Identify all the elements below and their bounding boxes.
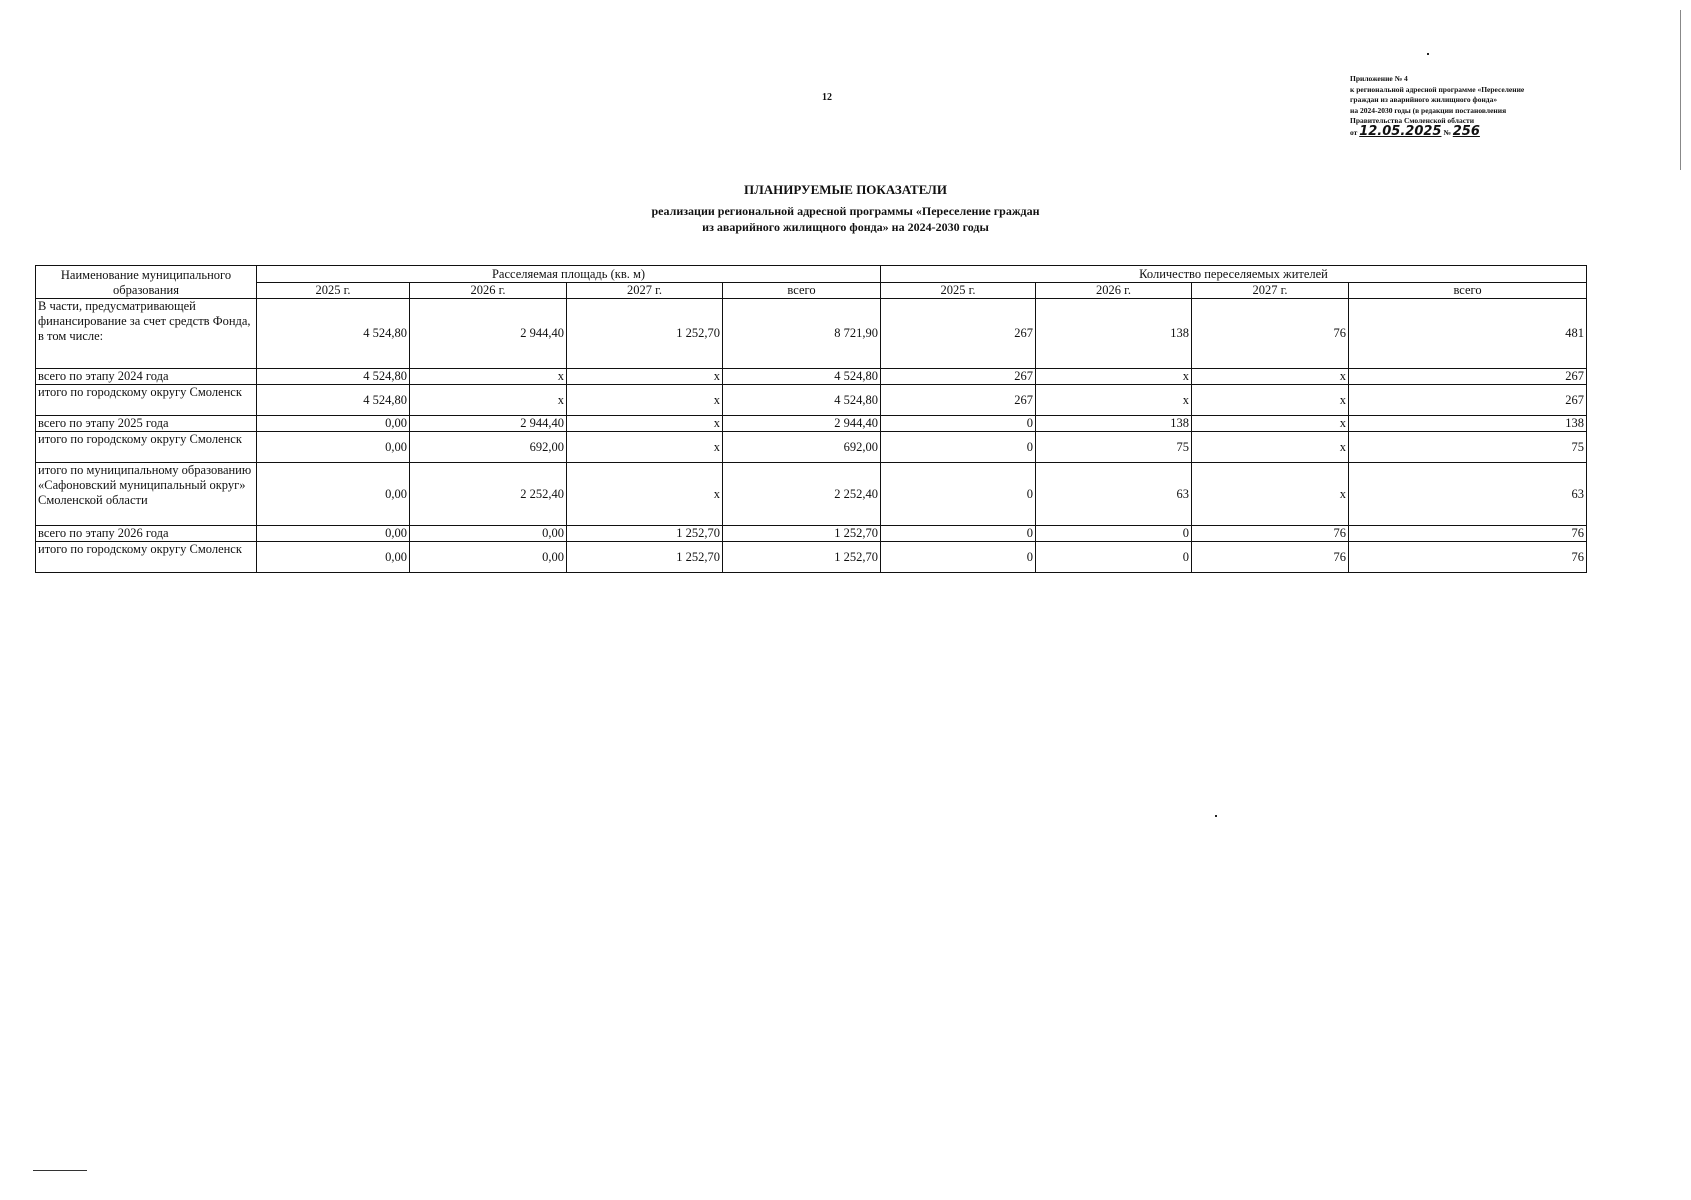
row-name: всего по этапу 2025 года: [36, 416, 257, 432]
value-cell: 267: [1349, 369, 1587, 385]
value-cell: 4 524,80: [723, 385, 881, 416]
document-subtitle-1: реализации региональной адресной программы «Переселение граждан: [651, 204, 1040, 218]
table-row: [36, 542, 1587, 573]
value-cell: 76: [1349, 526, 1587, 542]
value-cell: 2 944,40: [410, 299, 567, 369]
value-cell: 4 524,80: [257, 385, 410, 416]
value-cell: 0: [1036, 542, 1192, 573]
value-cell: 2 944,40: [723, 416, 881, 432]
value-cell: 75: [1036, 432, 1192, 463]
appendix-line-3: граждан из аварийного жилищного фонда»: [1350, 95, 1498, 104]
row-name: всего по этапу 2026 года: [36, 526, 257, 542]
value-cell: x: [1192, 385, 1349, 416]
value-cell: 0: [881, 463, 1036, 526]
indicators-table: [35, 265, 1587, 573]
value-cell: x: [1036, 369, 1192, 385]
value-cell: 4 524,80: [723, 369, 881, 385]
subheader-cell: 2026 г.: [1036, 283, 1192, 299]
value-cell: x: [567, 432, 723, 463]
value-cell: 1 252,70: [567, 542, 723, 573]
table-row: [36, 369, 1587, 385]
subheader-cell: всего: [1349, 283, 1587, 299]
appendix-line-2: к региональной адресной программе «Переселение: [1350, 84, 1525, 94]
value-cell: 0,00: [257, 463, 410, 526]
value-cell: 76: [1349, 542, 1587, 573]
value-cell: 0,00: [410, 526, 567, 542]
value-cell: 0: [881, 542, 1036, 573]
value-cell: 75: [1349, 432, 1587, 463]
value-cell: 2 252,40: [410, 463, 567, 526]
row-name: всего по этапу 2024 года: [36, 369, 257, 385]
subheader-cell: 2026 г.: [410, 283, 567, 299]
appendix-line-1: Приложение № 4: [1350, 74, 1408, 83]
table-row: [36, 463, 1587, 526]
row-name: В части, предусматривающей финансирование за счет средств Фонда, в том числе:: [36, 299, 257, 369]
value-cell: x: [410, 385, 567, 416]
value-cell: 138: [1036, 416, 1192, 432]
value-cell: 0: [1036, 526, 1192, 542]
value-cell: 1 252,70: [723, 542, 881, 573]
subheader-cell: 2027 г.: [1192, 283, 1349, 299]
table-row: [36, 432, 1587, 463]
value-cell: 1 252,70: [567, 526, 723, 542]
footnote-rule: [33, 1170, 87, 1171]
value-cell: x: [1036, 385, 1192, 416]
value-cell: 138: [1349, 416, 1587, 432]
value-cell: 76: [1192, 526, 1349, 542]
row-name: итого по городскому округу Смоленск: [36, 432, 257, 463]
value-cell: 2 944,40: [410, 416, 567, 432]
value-cell: 2 252,40: [723, 463, 881, 526]
value-cell: 267: [1349, 385, 1587, 416]
value-cell: 8 721,90: [723, 299, 881, 369]
value-cell: 0,00: [257, 416, 410, 432]
appendix-note: [1350, 74, 1590, 138]
scan-speck: [1427, 53, 1429, 55]
value-cell: 0: [881, 526, 1036, 542]
value-cell: x: [567, 463, 723, 526]
subheader-cell: 2025 г.: [881, 283, 1036, 299]
value-cell: 267: [881, 385, 1036, 416]
value-cell: 481: [1349, 299, 1587, 369]
value-cell: x: [567, 369, 723, 385]
value-cell: 267: [881, 369, 1036, 385]
scan-speck: [1215, 815, 1217, 817]
value-cell: 267: [881, 299, 1036, 369]
value-cell: x: [410, 369, 567, 385]
number-prefix: №: [1443, 127, 1451, 137]
value-cell: 4 524,80: [257, 369, 410, 385]
header-municipality: Наименование муниципального образования: [36, 266, 257, 299]
subheader-cell: 2025 г.: [257, 283, 410, 299]
appendix-signature-line: [1350, 123, 1590, 139]
header-residents-group: Количество переселяемых жителей: [881, 266, 1587, 283]
table-body: [36, 299, 1587, 573]
appendix-line-5: Правительства Смоленской области: [1350, 116, 1475, 125]
value-cell: 138: [1036, 299, 1192, 369]
appendix-line-4: на 2024-2030 годы (в редакции постановления: [1350, 105, 1507, 115]
page-number: 12: [822, 92, 832, 103]
subheader-row: [36, 283, 1587, 299]
value-cell: 0: [881, 416, 1036, 432]
row-name: итого по муниципальному образованию «Сафоновский муниципальный округ» Смоленской области: [36, 463, 257, 526]
value-cell: 1 252,70: [723, 526, 881, 542]
value-cell: 0,00: [257, 542, 410, 573]
table-row: [36, 416, 1587, 432]
value-cell: 1 252,70: [567, 299, 723, 369]
table-row: [36, 526, 1587, 542]
value-cell: x: [1192, 416, 1349, 432]
value-cell: x: [1192, 463, 1349, 526]
value-cell: 63: [1036, 463, 1192, 526]
subheader-cell: 2027 г.: [567, 283, 723, 299]
row-name: итого по городскому округу Смоленск: [36, 385, 257, 416]
value-cell: 63: [1349, 463, 1587, 526]
value-cell: 76: [1192, 542, 1349, 573]
value-cell: 0,00: [257, 432, 410, 463]
value-cell: x: [1192, 369, 1349, 385]
handwritten-date: 12.05.2025: [1359, 123, 1442, 139]
document-subtitle-2: из аварийного жилищного фонда» на 2024-2030 годы: [702, 220, 989, 234]
value-cell: 692,00: [723, 432, 881, 463]
scan-edge-line: [1680, 10, 1681, 170]
value-cell: x: [567, 416, 723, 432]
value-cell: 4 524,80: [257, 299, 410, 369]
date-prefix: от: [1350, 127, 1358, 137]
handwritten-number: 256: [1452, 123, 1480, 139]
header-area-group: Расселяемая площадь (кв. м): [257, 266, 881, 283]
value-cell: 0,00: [410, 542, 567, 573]
row-name: итого по городскому округу Смоленск: [36, 542, 257, 573]
table-row: [36, 385, 1587, 416]
document-title: ПЛАНИРУЕМЫЕ ПОКАЗАТЕЛИ: [744, 182, 947, 197]
value-cell: x: [1192, 432, 1349, 463]
value-cell: 0: [881, 432, 1036, 463]
value-cell: 76: [1192, 299, 1349, 369]
value-cell: 692,00: [410, 432, 567, 463]
table-row: [36, 299, 1587, 369]
value-cell: 0,00: [257, 526, 410, 542]
subheader-cell: всего: [723, 283, 881, 299]
value-cell: x: [567, 385, 723, 416]
